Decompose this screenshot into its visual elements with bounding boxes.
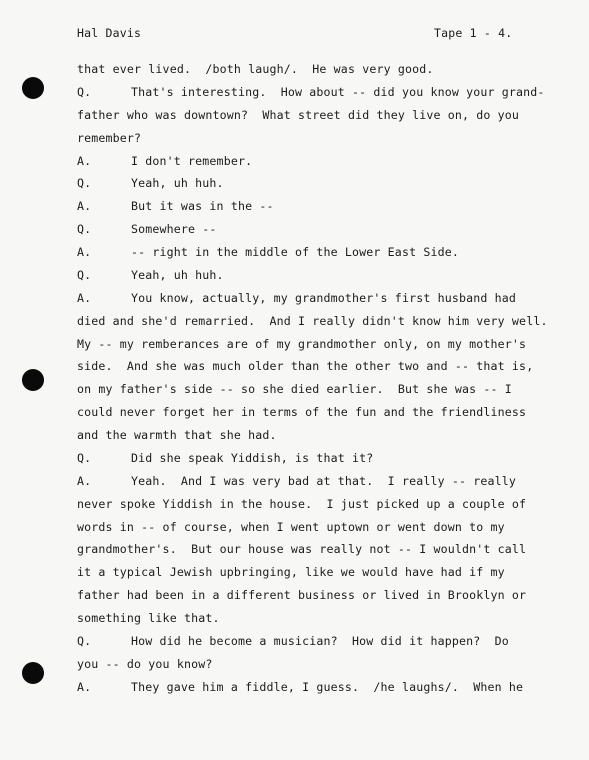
line-text: -- right in the middle of the Lower East Side. <box>131 245 459 260</box>
transcript-line <box>77 520 505 534</box>
transcript-line <box>77 62 434 76</box>
speaker-label: Q. <box>77 634 92 648</box>
line-text: grandmother's. But our house was really not -- I wouldn't call <box>77 542 527 557</box>
line-text: Yeah, uh huh. <box>131 267 224 282</box>
transcript-line <box>77 565 505 579</box>
line-text: could never forget her in terms of the fun and the friendliness <box>77 405 527 420</box>
speaker-label: Q. <box>77 176 92 191</box>
line-text: But it was in the -- <box>131 199 274 214</box>
speaker-label: Q. <box>77 267 92 282</box>
speaker-label: A. <box>77 290 92 305</box>
speaker-label: A. <box>77 245 92 260</box>
line-text: father who was downtown? What street did they live on, do you <box>77 107 520 122</box>
transcript-line <box>77 222 217 236</box>
transcript-line <box>77 542 526 556</box>
transcript-line <box>77 382 512 396</box>
line-text: They gave him a fiddle, I guess. /he laughs/. When he <box>131 679 524 694</box>
line-text: it a typical Jewish upbringing, like we would have had if my <box>77 565 505 580</box>
binder-hole <box>22 369 44 391</box>
line-text: You know, actually, my grandmother's first husband had <box>131 290 517 305</box>
transcript-line <box>77 314 548 328</box>
line-text: remember? <box>77 130 142 145</box>
transcript-line <box>77 131 141 145</box>
transcript-line <box>77 428 277 442</box>
transcript-line <box>77 337 526 351</box>
transcript-line <box>77 268 224 282</box>
speaker-label: A. <box>77 473 92 488</box>
transcript-line <box>77 497 526 511</box>
transcript-line <box>77 108 519 122</box>
line-text: I don't remember. <box>131 153 253 168</box>
line-text: Yeah. And I was very bad at that. I really -- really <box>131 473 517 488</box>
line-text: father had been in a different business or lived in Brooklyn or <box>77 588 527 603</box>
transcript-line <box>77 359 533 373</box>
line-text: died and she'd remarried. And I really didn't know him very well. <box>77 313 548 328</box>
transcript-line <box>77 291 516 305</box>
transcript-line <box>77 85 545 99</box>
line-text: My -- my remberances are of my grandmother only, on my mother's <box>77 336 527 351</box>
line-text: How did he become a musician? How did it happen? Do <box>131 634 509 648</box>
speaker-label: A. <box>77 679 92 694</box>
line-text: Somewhere -- <box>131 222 217 237</box>
line-text: side. And she was much older than the other two and -- that is, <box>77 359 534 374</box>
transcript-line <box>77 588 526 602</box>
line-text: you -- do you know? <box>77 656 213 671</box>
line-text: That's interesting. How about -- did you know your grand- <box>131 84 545 99</box>
transcript-line <box>77 245 459 259</box>
line-text: something like that. <box>77 611 220 626</box>
speaker-label: Q. <box>77 222 92 237</box>
transcript-line <box>77 176 224 190</box>
transcript-line <box>77 680 523 694</box>
transcript-line <box>77 657 212 671</box>
header-tape: Tape 1 - 4. <box>434 26 513 40</box>
transcript-line <box>77 405 526 419</box>
transcript-line <box>77 154 252 168</box>
transcript-line <box>77 474 516 488</box>
line-text: on my father's side -- so she died earlier. But she was -- I <box>77 382 512 397</box>
speaker-label: A. <box>77 199 92 214</box>
transcript-line <box>77 634 509 648</box>
line-text: Yeah, uh huh. <box>131 176 224 191</box>
speaker-label: A. <box>77 153 92 168</box>
header-name: Hal Davis <box>77 26 142 40</box>
line-text: Did she speak Yiddish, is that it? <box>131 450 374 465</box>
line-text: never spoke Yiddish in the house. I just picked up a couple of <box>77 496 527 511</box>
binder-hole <box>22 662 44 684</box>
speaker-label: Q. <box>77 450 92 465</box>
transcript-line <box>77 451 373 465</box>
line-text: that ever lived. /both laugh/. He was very good. <box>77 62 434 76</box>
binder-hole <box>22 77 44 99</box>
line-text: and the warmth that she had. <box>77 428 277 443</box>
speaker-label: Q. <box>77 84 92 99</box>
transcript-line <box>77 199 274 213</box>
transcript-line <box>77 611 220 625</box>
line-text: words in -- of course, when I went uptown or went down to my <box>77 519 505 534</box>
